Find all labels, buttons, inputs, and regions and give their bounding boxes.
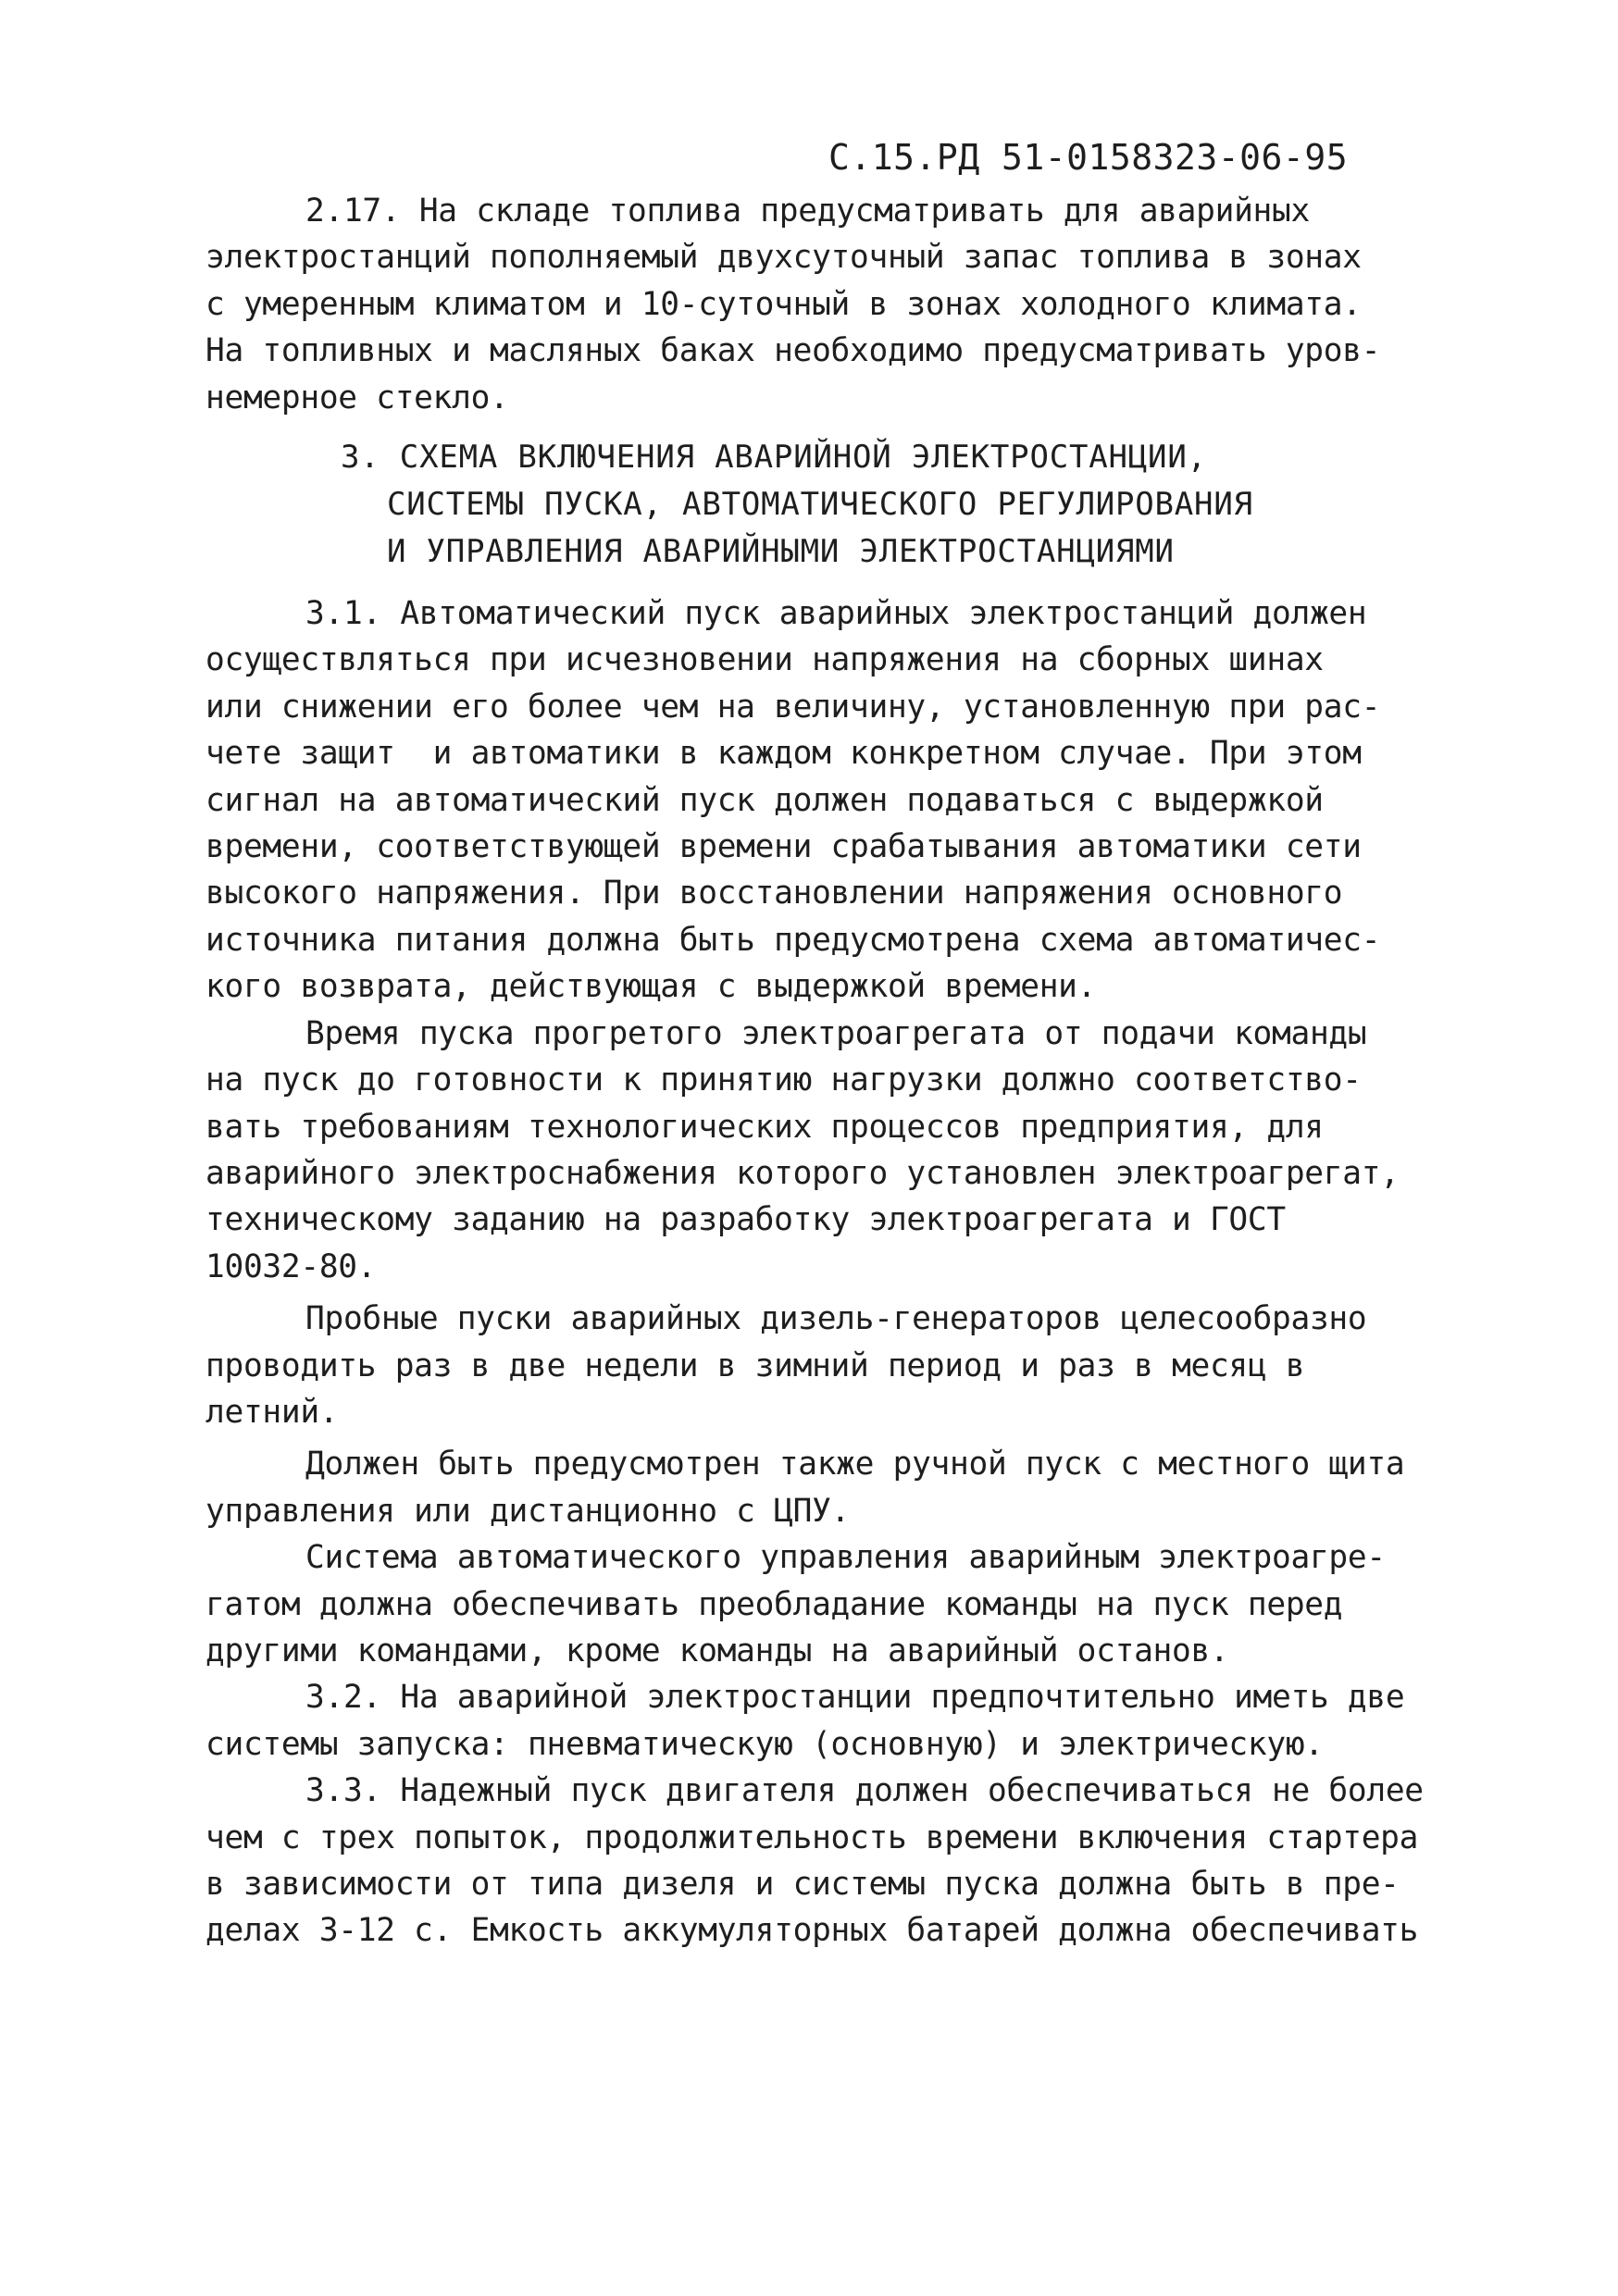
text-line: кого возврата, действующая с выдержкой времени. <box>205 968 1097 1006</box>
text-line: летний. <box>205 1393 339 1431</box>
text-line: осуществляться при исчезновении напряжения на сборных шинах <box>205 641 1324 679</box>
paragraph-control-system <box>205 1534 1427 1674</box>
section-heading <box>205 434 1427 576</box>
text-line: времени, соответствующей времени срабатывания автоматики сети <box>205 828 1362 866</box>
heading-line: 3. СХЕМА ВКЛЮЧЕНИЯ АВАРИЙНОЙ ЭЛЕКТРОСТАНЦИИ, <box>341 439 1207 477</box>
text-line: Пробные пуски аварийных дизель-генераторов целесообразно <box>305 1300 1367 1338</box>
heading-line: СИСТЕМЫ ПУСКА, АВТОМАТИЧЕСКОГО РЕГУЛИРОВАНИЯ <box>387 486 1253 524</box>
text-line: аварийного электроснабжения которого установлен электроагрегат, <box>205 1154 1400 1192</box>
text-line: 3.2. На аварийной электростанции предпочтительно иметь две <box>305 1679 1405 1717</box>
document-body <box>205 188 1427 1955</box>
text-line: Время пуска прогретого электроагрегата от подачи команды <box>305 1014 1367 1052</box>
text-line: с умеренным климатом и 10-суточный в зонах холодного климата. <box>205 285 1362 323</box>
text-line: управления или дистанционно с ЦПУ. <box>205 1492 851 1530</box>
paragraph-2-17 <box>205 188 1427 421</box>
text-line: системы запуска: пневматическую (основную) и электрическую. <box>205 1725 1324 1763</box>
text-line: проводить раз в две недели в зимний период и раз в месяц в <box>205 1347 1305 1384</box>
text-line: высокого напряжения. При восстановлении напряжения основного <box>205 875 1343 912</box>
document-code: С.15.РД 51-0158323-06-95 <box>828 137 1349 178</box>
text-line: другими командами, кроме команды на аварийный останов. <box>205 1632 1229 1669</box>
paragraph-start-time <box>205 1011 1427 1290</box>
text-line: чете защит и автоматики в каждом конкретном случае. При этом <box>205 735 1362 773</box>
text-line: на пуск до готовности к принятию нагрузки должно соответство- <box>205 1061 1362 1099</box>
text-line: вать требованиям технологических процессов предприятия, для <box>205 1108 1324 1146</box>
text-line: или снижении его более чем на величину, установленную при рас- <box>205 688 1381 726</box>
text-line: Должен быть предусмотрен также ручной пуск с местного щита <box>305 1446 1405 1483</box>
text-line: немерное стекло. <box>205 379 509 416</box>
paragraph-manual-start <box>205 1441 1427 1534</box>
text-line: сигнал на автоматический пуск должен подаваться с выдержкой <box>205 781 1324 819</box>
paragraph-3-3 <box>205 1768 1427 1955</box>
text-line: 2.17. На складе топлива предусматривать для аварийных <box>305 192 1310 230</box>
text-line: гатом должна обеспечивать преобладание команды на пуск перед <box>205 1585 1343 1623</box>
text-line: электростанций пополняемый двухсуточный запас топлива в зонах <box>205 239 1362 277</box>
text-line: источника питания должна быть предусмотрена схема автоматичес- <box>205 921 1381 959</box>
text-line: 3.1. Автоматический пуск аварийных электростанций должен <box>305 595 1367 633</box>
paragraph-3-1 <box>205 590 1427 1011</box>
text-line: в зависимости от типа дизеля и системы пуска должна быть в пре- <box>205 1866 1400 1903</box>
text-line: На топливных и масляных баках необходимо предусматривать уров- <box>205 332 1381 370</box>
text-line: Система автоматического управления аварийным электроагре- <box>305 1539 1386 1577</box>
paragraph-3-2 <box>205 1674 1427 1768</box>
text-line: 10032-80. <box>205 1247 377 1285</box>
text-line: чем с трех попыток, продолжительность времени включения стартера <box>205 1818 1419 1856</box>
heading-line: И УПРАВЛЕНИЯ АВАРИЙНЫМИ ЭЛЕКТРОСТАНЦИЯМИ <box>387 533 1175 571</box>
paragraph-trial-starts <box>205 1296 1427 1435</box>
text-line: 3.3. Надежный пуск двигателя должен обеспечиваться не более <box>305 1772 1424 1810</box>
text-line: делах 3-12 с. Емкость аккумуляторных батарей должна обеспечивать <box>205 1912 1419 1950</box>
text-line: техническому заданию на разработку электроагрегата и ГОСТ <box>205 1201 1286 1239</box>
